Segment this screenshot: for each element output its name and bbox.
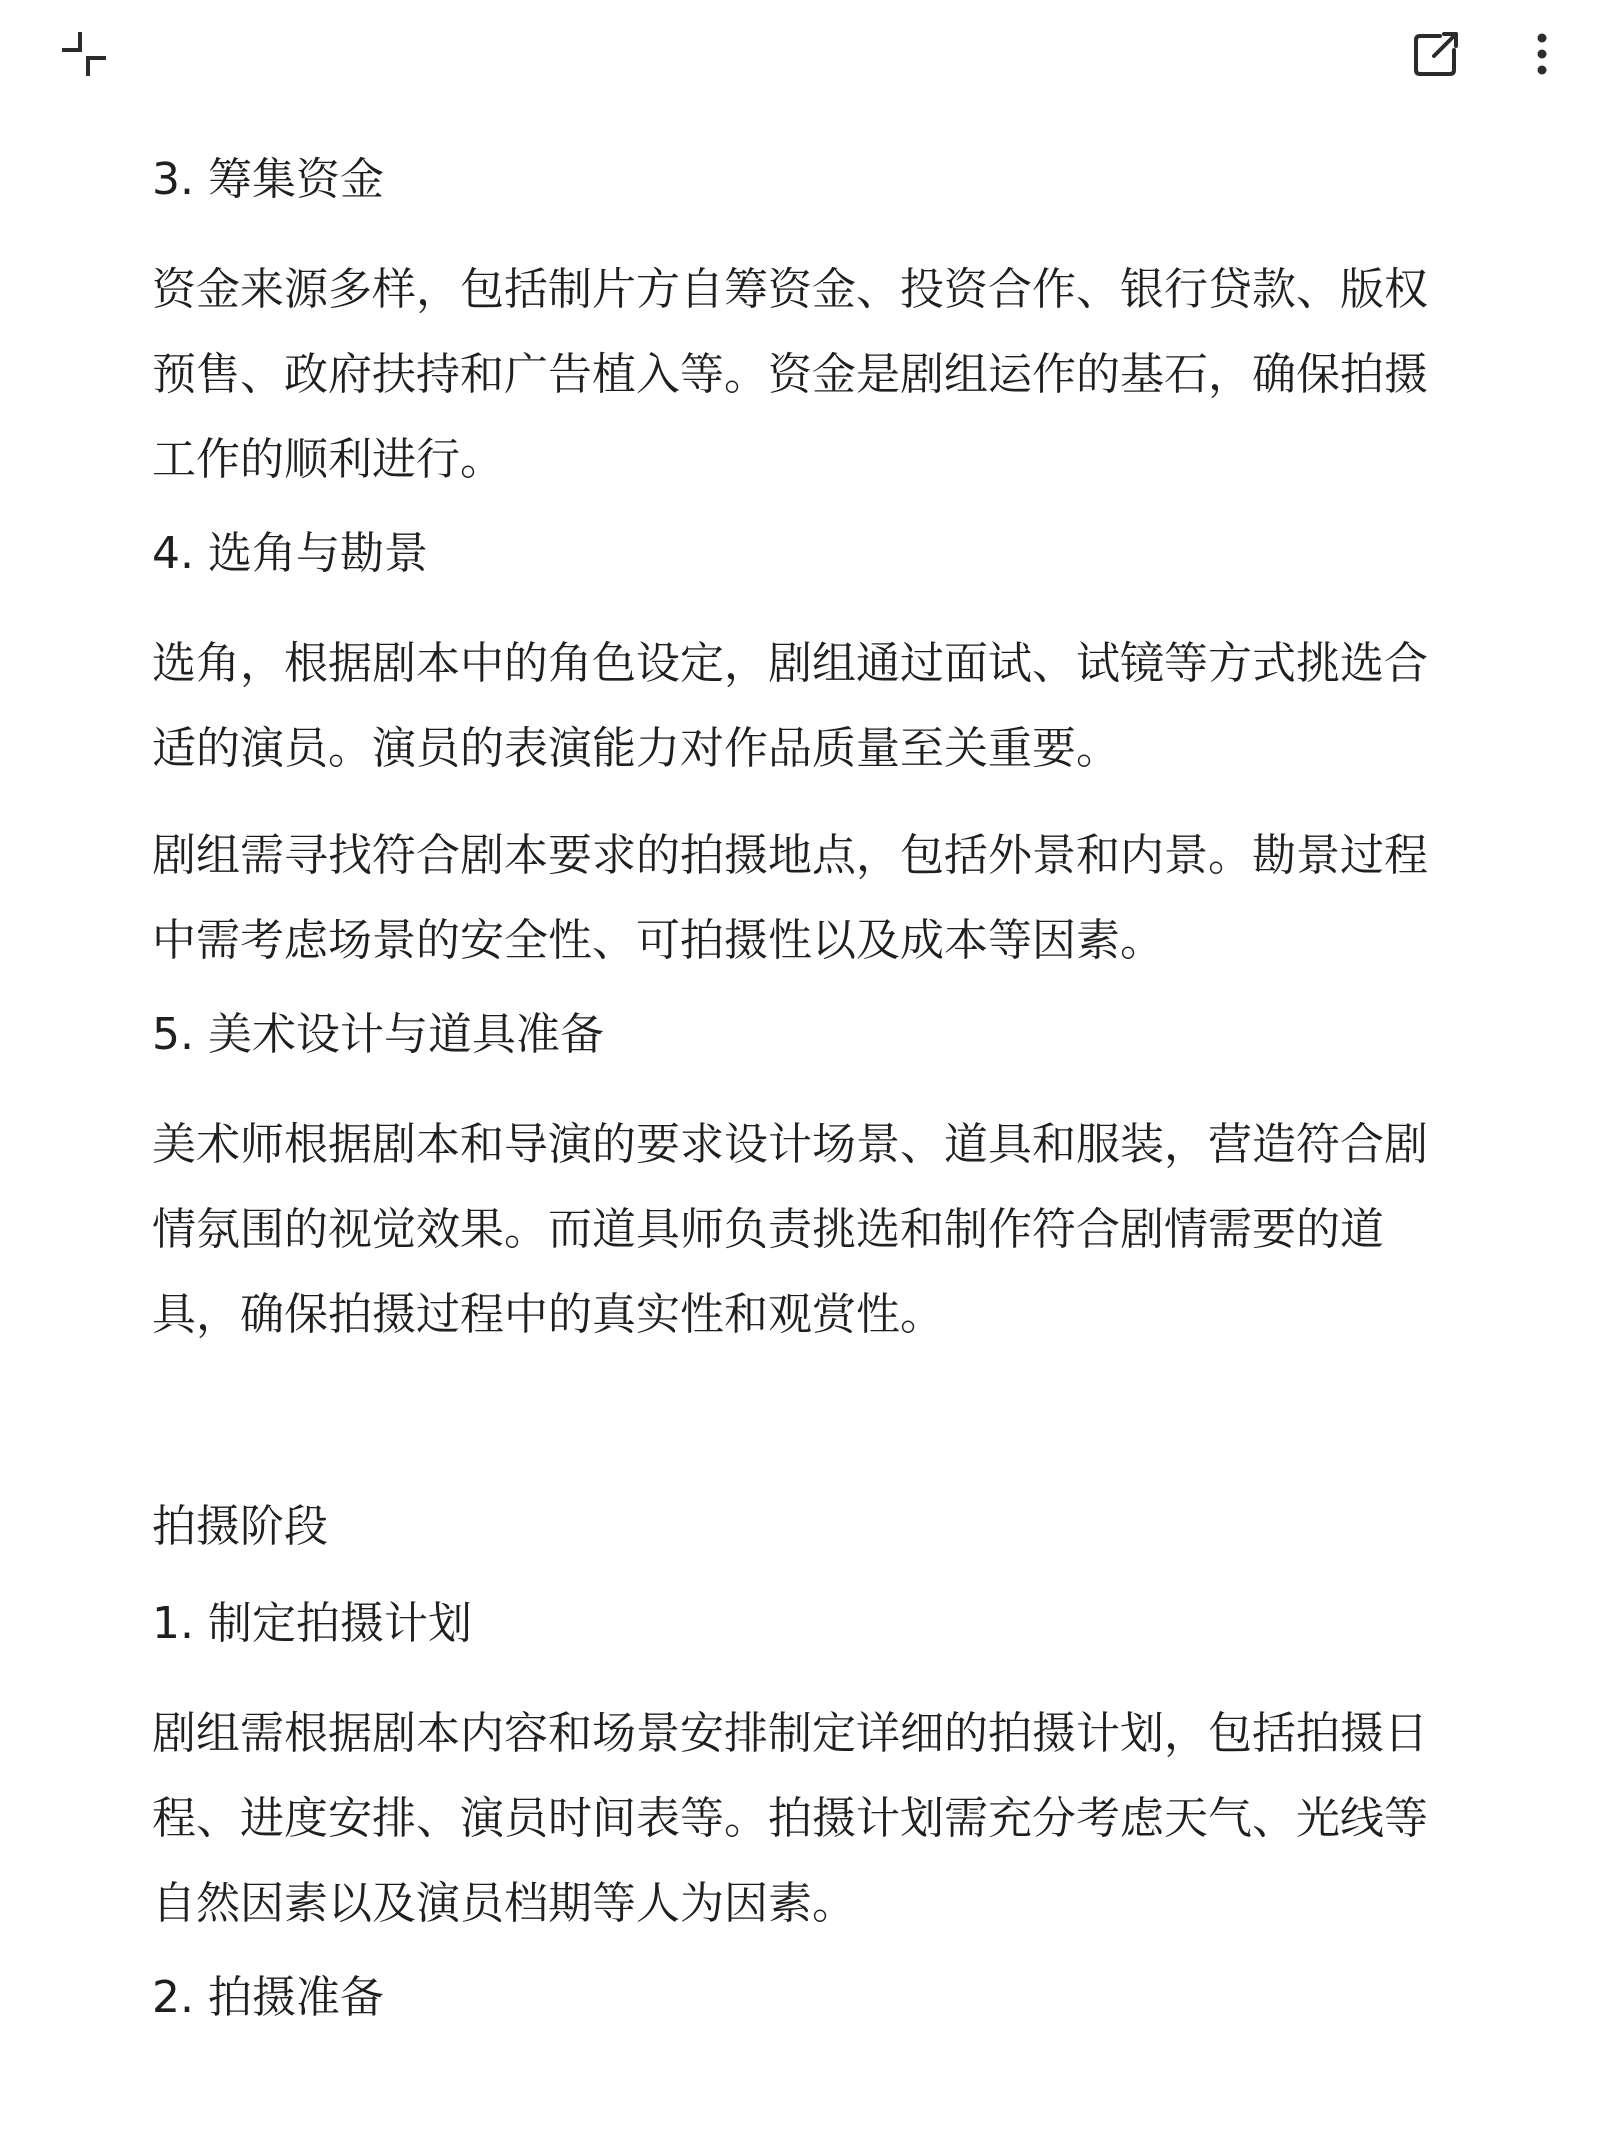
paragraph: 选角，根据剧本中的角色设定，剧组通过面试、试镜等方式挑选合适的演员。演员的表演能力对作品质量至关重要。 (152, 638, 1428, 774)
open-external-icon (1412, 30, 1460, 78)
section-heading: 3. 筹集资金 (152, 154, 384, 205)
collapse-button[interactable] (52, 22, 116, 86)
stage-heading: 拍摄阶段 (152, 1501, 328, 1552)
section-heading: 1. 制定拍摄计划 (152, 1598, 472, 1649)
section-heading: 5. 美术设计与道具准备 (152, 1009, 604, 1060)
paragraph: 剧组需根据剧本内容和场景安排制定详细的拍摄计划，包括拍摄日程、进度安排、演员时间表等。拍摄计划需充分考虑天气、光线等自然因素以及演员档期等人为因素。 (152, 1708, 1428, 1929)
top-toolbar (0, 0, 1600, 110)
paragraph: 剧组需寻找符合剧本要求的拍摄地点，包括外景和内景。勘景过程中需考虑场景的安全性、可拍摄性以及成本等因素。 (152, 830, 1428, 966)
article-content (152, 150, 1452, 2028)
paragraph: 资金来源多样，包括制片方自筹资金、投资合作、银行贷款、版权预售、政府扶持和广告植入等。资金是剧组运作的基石，确保拍摄工作的顺利进行。 (152, 264, 1428, 485)
section-heading: 4. 选角与勘景 (152, 528, 428, 579)
section-heading: 2. 拍摄准备 (152, 1972, 384, 2023)
collapse-icon (58, 28, 110, 80)
paragraph: 美术师根据剧本和导演的要求设计场景、道具和服装，营造符合剧情氛围的视觉效果。而道具师负责挑选和制作符合剧情需要的道具，确保拍摄过程中的真实性和观赏性。 (152, 1119, 1428, 1340)
more-options-button[interactable] (1514, 22, 1570, 86)
more-vertical-icon (1536, 32, 1548, 76)
open-external-button[interactable] (1404, 22, 1468, 86)
